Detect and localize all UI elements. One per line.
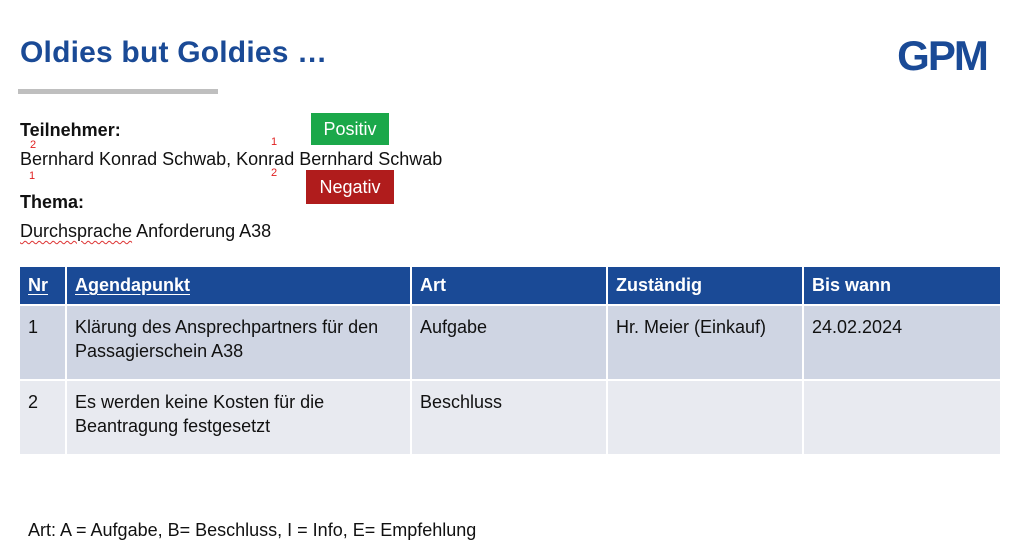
column-header-due: Bis wann — [803, 267, 1000, 305]
column-header-nr: Nr — [20, 267, 66, 305]
agenda-table — [20, 267, 1000, 454]
participants-label: Teilnehmer: — [20, 120, 121, 140]
type-legend: Art: A = Aufgabe, B= Beschluss, I = Info, E= Empfehlung — [28, 520, 477, 540]
positive-tag[interactable]: Positiv — [311, 113, 389, 145]
topic-value — [20, 221, 271, 242]
cell-nr: 2 — [20, 380, 66, 454]
cell-agenda-item: Klärung des Ansprechpartners für den Passagierschein A38 — [66, 305, 411, 380]
gpm-logo-text: GPM — [897, 34, 987, 76]
column-header-agenda: Agendapunkt — [66, 267, 411, 305]
table-row — [20, 380, 1000, 454]
slide-title: Oldies but Goldies … — [20, 36, 328, 69]
cell-owner: Hr. Meier (Einkauf) — [607, 305, 803, 380]
participant-name: Bernhard Konrad Schwab, — [20, 149, 232, 169]
table-header-row — [20, 267, 1000, 305]
topic-text: Anforderung A38 — [132, 221, 272, 241]
participants-names — [20, 149, 442, 170]
topic-label: Thema: — [20, 192, 85, 212]
comment-marker[interactable]: 2 — [30, 139, 37, 151]
comment-marker[interactable]: 1 — [29, 170, 36, 182]
gpm-logo — [884, 34, 1000, 76]
cell-nr: 1 — [20, 305, 66, 380]
participant-name: Konrad Bernhard Schwab — [236, 149, 443, 169]
cell-type: Beschluss — [411, 380, 607, 454]
cell-agenda-item: Es werden keine Kosten für die Beantragung festgesetzt — [66, 380, 411, 454]
column-header-type: Art — [411, 267, 607, 305]
cell-type: Aufgabe — [411, 305, 607, 380]
cell-due — [803, 380, 1000, 454]
cell-due: 24.02.2024 — [803, 305, 1000, 380]
table-row — [20, 305, 1000, 380]
comment-marker[interactable]: 2 — [271, 167, 278, 179]
cell-owner — [607, 380, 803, 454]
comment-marker[interactable]: 1 — [271, 136, 278, 148]
negative-tag[interactable]: Negativ — [306, 170, 394, 204]
title-underline — [18, 89, 218, 94]
column-header-owner: Zuständig — [607, 267, 803, 305]
spellcheck-word: Durchsprache — [20, 221, 133, 241]
